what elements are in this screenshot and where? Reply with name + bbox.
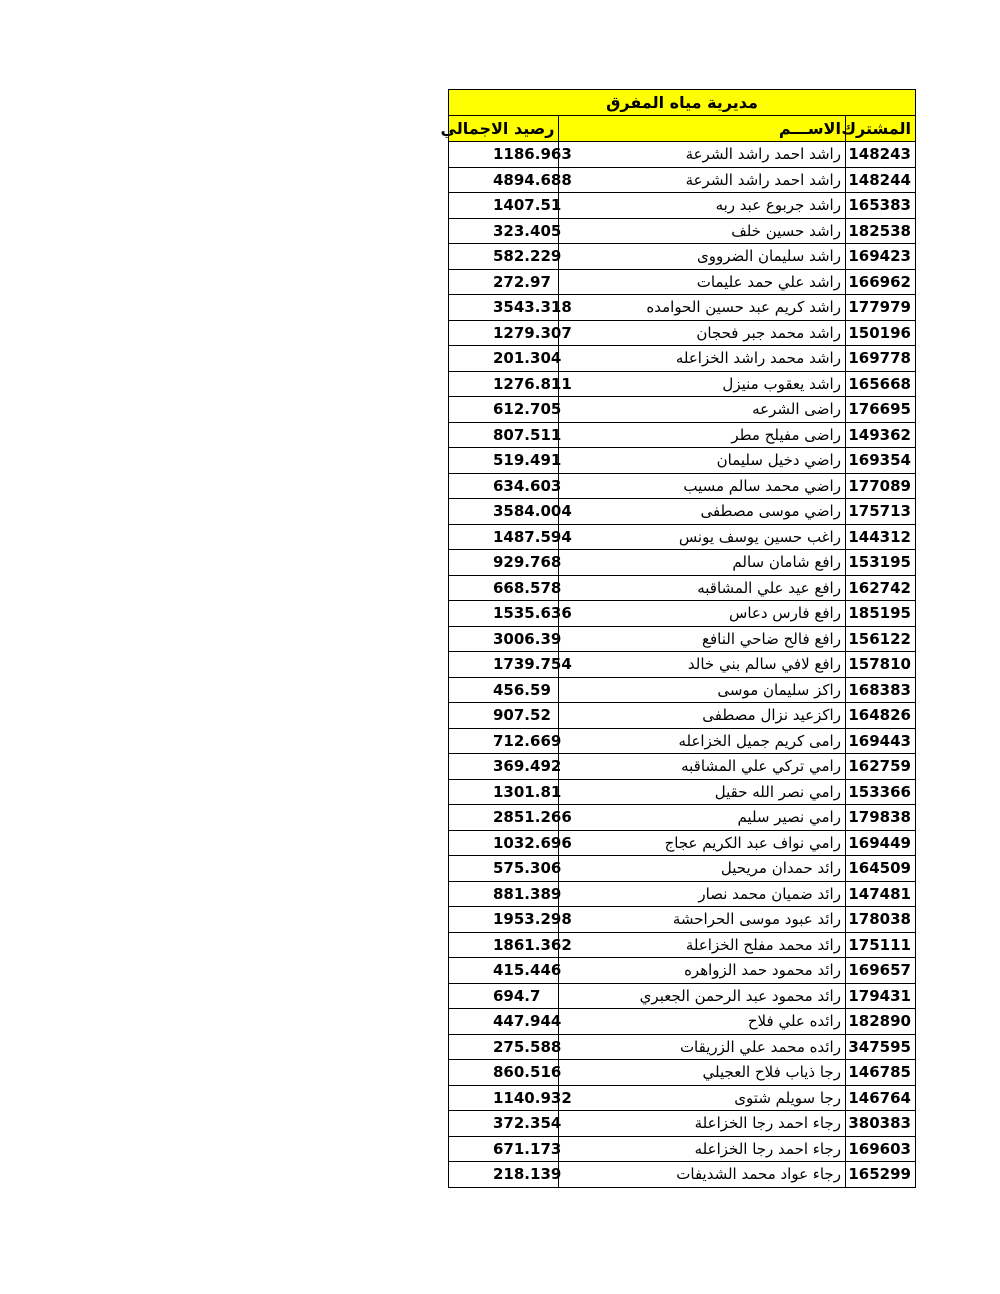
- balance-cell: 1279.307: [449, 320, 559, 346]
- balance-cell: 582.229: [449, 244, 559, 270]
- balance-cell: 415.446: [449, 958, 559, 984]
- table-row: [449, 830, 916, 856]
- subscriber-name-cell: رجا ذياب فلاح العجيلي: [559, 1060, 846, 1086]
- subscriber-id-cell: 177089: [845, 473, 915, 499]
- subscriber-name-cell: راشد محمد جبر فحجان: [559, 320, 846, 346]
- subscriber-id-cell: 169449: [845, 830, 915, 856]
- table-row: [449, 1009, 916, 1035]
- subscriber-name-cell: رامي نواف عبد الكريم عجاج: [559, 830, 846, 856]
- table-row: [449, 346, 916, 372]
- balance-cell: 1861.362: [449, 932, 559, 958]
- balance-cell: 881.389: [449, 881, 559, 907]
- table-row: [449, 728, 916, 754]
- header-row: [449, 116, 916, 142]
- table-row: [449, 448, 916, 474]
- subscriber-id-cell: 169443: [845, 728, 915, 754]
- subscriber-id-cell: 168383: [845, 677, 915, 703]
- subscriber-balance-table: [440, 89, 916, 1188]
- balance-cell: 671.173: [449, 1136, 559, 1162]
- table-row: [449, 703, 916, 729]
- subscriber-name-cell: رجا سويلم شتوى: [559, 1085, 846, 1111]
- subscriber-name-cell: رائد حمدان مريحيل: [559, 856, 846, 882]
- subscriber-name-cell: رامي نصر الله حقيل: [559, 779, 846, 805]
- subscriber-name-cell: رامي نصير سليم: [559, 805, 846, 831]
- table-row: [449, 499, 916, 525]
- subscriber-id-cell: 148244: [845, 167, 915, 193]
- subscriber-table-sheet: [440, 89, 916, 1188]
- subscriber-name-cell: راكزعيد نزال مصطفى: [559, 703, 846, 729]
- subscriber-name-cell: رامى كريم جميل الخزاعله: [559, 728, 846, 754]
- table-row: [449, 1034, 916, 1060]
- table-row: [449, 805, 916, 831]
- subscriber-id-cell: 380383: [845, 1111, 915, 1137]
- subscriber-name-cell: راشد حسين خلف: [559, 218, 846, 244]
- subscriber-name-cell: راكز سليمان موسى: [559, 677, 846, 703]
- table-row: [449, 1085, 916, 1111]
- table-row: [449, 422, 916, 448]
- subscriber-name-cell: راشد جربوع عبد ربه: [559, 193, 846, 219]
- balance-cell: 201.304: [449, 346, 559, 372]
- subscriber-id-cell: 182538: [845, 218, 915, 244]
- subscriber-name-cell: رافع فارس دعاس: [559, 601, 846, 627]
- subscriber-id-cell: 148243: [845, 142, 915, 168]
- balance-cell: 447.944: [449, 1009, 559, 1035]
- table-row: [449, 550, 916, 576]
- balance-cell: 3543.318: [449, 295, 559, 321]
- header-balance: رصيد الاجمالي: [449, 116, 559, 142]
- table-row: [449, 575, 916, 601]
- subscriber-name-cell: راشد احمد راشد الشرعة: [559, 142, 846, 168]
- balance-cell: 634.603: [449, 473, 559, 499]
- subscriber-name-cell: راشد كريم عبد حسين الحوامده: [559, 295, 846, 321]
- balance-cell: 712.669: [449, 728, 559, 754]
- subscriber-id-cell: 169354: [845, 448, 915, 474]
- subscriber-id-cell: 185195: [845, 601, 915, 627]
- subscriber-name-cell: راشد احمد راشد الشرعة: [559, 167, 846, 193]
- subscriber-id-cell: 162759: [845, 754, 915, 780]
- subscriber-id-cell: 153366: [845, 779, 915, 805]
- subscriber-id-cell: 175713: [845, 499, 915, 525]
- subscriber-id-cell: 179431: [845, 983, 915, 1009]
- table-row: [449, 652, 916, 678]
- subscriber-name-cell: رافع عيد علي المشاقبه: [559, 575, 846, 601]
- header-name: الاســـم: [559, 116, 846, 142]
- balance-cell: 272.97: [449, 269, 559, 295]
- subscriber-name-cell: راضي محمد سالم مسيب: [559, 473, 846, 499]
- table-row: [449, 167, 916, 193]
- subscriber-name-cell: راشد سليمان الضرووى: [559, 244, 846, 270]
- subscriber-name-cell: راشد علي حمد عليمات: [559, 269, 846, 295]
- subscriber-id-cell: 179838: [845, 805, 915, 831]
- subscriber-id-cell: 176695: [845, 397, 915, 423]
- subscriber-id-cell: 165299: [845, 1162, 915, 1188]
- balance-cell: 1487.594: [449, 524, 559, 550]
- table-row: [449, 524, 916, 550]
- balance-cell: 668.578: [449, 575, 559, 601]
- table-row: [449, 1111, 916, 1137]
- subscriber-name-cell: رامي تركي علي المشاقبه: [559, 754, 846, 780]
- subscriber-id-cell: 178038: [845, 907, 915, 933]
- subscriber-id-cell: 144312: [845, 524, 915, 550]
- subscriber-name-cell: رجاء احمد رجا الخزاعله: [559, 1136, 846, 1162]
- balance-cell: 612.705: [449, 397, 559, 423]
- balance-cell: 456.59: [449, 677, 559, 703]
- subscriber-id-cell: 347595: [845, 1034, 915, 1060]
- subscriber-name-cell: رائد محمود حمد الزواهره: [559, 958, 846, 984]
- table-row: [449, 397, 916, 423]
- table-row: [449, 473, 916, 499]
- table-row: [449, 1060, 916, 1086]
- subscriber-name-cell: راشد يعقوب منيزل: [559, 371, 846, 397]
- table-row: [449, 269, 916, 295]
- subscriber-name-cell: رجاء احمد رجا الخزاعلة: [559, 1111, 846, 1137]
- subscriber-name-cell: راشد محمد راشد الخزاعله: [559, 346, 846, 372]
- balance-cell: 372.354: [449, 1111, 559, 1137]
- subscriber-id-cell: 162742: [845, 575, 915, 601]
- subscriber-id-cell: 177979: [845, 295, 915, 321]
- subscriber-id-cell: 164509: [845, 856, 915, 882]
- balance-cell: 1276.811: [449, 371, 559, 397]
- table-row: [449, 754, 916, 780]
- subscriber-id-cell: 153195: [845, 550, 915, 576]
- balance-cell: 3006.39: [449, 626, 559, 652]
- subscriber-name-cell: راضى الشرعه: [559, 397, 846, 423]
- subscriber-id-cell: 149362: [845, 422, 915, 448]
- subscriber-id-cell: 165383: [845, 193, 915, 219]
- balance-cell: 1407.51: [449, 193, 559, 219]
- balance-cell: 929.768: [449, 550, 559, 576]
- balance-cell: 575.306: [449, 856, 559, 882]
- subscriber-id-cell: 164826: [845, 703, 915, 729]
- subscriber-name-cell: رافع لافي سالم بني خالد: [559, 652, 846, 678]
- balance-cell: 1301.81: [449, 779, 559, 805]
- balance-cell: 1032.696: [449, 830, 559, 856]
- table-row: [449, 218, 916, 244]
- title-row: [449, 90, 916, 116]
- table-row: [449, 881, 916, 907]
- subscriber-name-cell: رافع شامان سالم: [559, 550, 846, 576]
- table-title: مديرية مياه المفرق: [449, 90, 916, 116]
- table-row: [449, 193, 916, 219]
- table-row: [449, 779, 916, 805]
- balance-cell: 4894.688: [449, 167, 559, 193]
- table-row: [449, 142, 916, 168]
- subscriber-name-cell: رائد عبود موسى الحراحشة: [559, 907, 846, 933]
- table-row: [449, 244, 916, 270]
- subscriber-id-cell: 169778: [845, 346, 915, 372]
- balance-cell: 860.516: [449, 1060, 559, 1086]
- subscriber-id-cell: 169423: [845, 244, 915, 270]
- balance-cell: 1953.298: [449, 907, 559, 933]
- subscriber-name-cell: راضي دخيل سليمان: [559, 448, 846, 474]
- subscriber-id-cell: 156122: [845, 626, 915, 652]
- subscriber-name-cell: راضى مفيلح مطر: [559, 422, 846, 448]
- subscriber-id-cell: 175111: [845, 932, 915, 958]
- balance-cell: 275.588: [449, 1034, 559, 1060]
- subscriber-name-cell: رائد محمود عبد الرحمن الجعبري: [559, 983, 846, 1009]
- balance-cell: 369.492: [449, 754, 559, 780]
- balance-cell: 694.7: [449, 983, 559, 1009]
- table-row: [449, 677, 916, 703]
- subscriber-id-cell: 147481: [845, 881, 915, 907]
- subscriber-id-cell: 157810: [845, 652, 915, 678]
- subscriber-name-cell: رافع فالح ضاحي النافع: [559, 626, 846, 652]
- balance-cell: 3584.004: [449, 499, 559, 525]
- subscriber-id-cell: 146785: [845, 1060, 915, 1086]
- table-row: [449, 932, 916, 958]
- balance-cell: 1140.932: [449, 1085, 559, 1111]
- balance-cell: 218.139: [449, 1162, 559, 1188]
- header-subscriber: المشترك: [845, 116, 915, 142]
- balance-cell: 807.511: [449, 422, 559, 448]
- subscriber-id-cell: 150196: [845, 320, 915, 346]
- balance-cell: 2851.266: [449, 805, 559, 831]
- subscriber-id-cell: 166962: [845, 269, 915, 295]
- balance-cell: 519.491: [449, 448, 559, 474]
- subscriber-name-cell: راضي موسى مصطفى: [559, 499, 846, 525]
- balance-cell: 323.405: [449, 218, 559, 244]
- balance-cell: 907.52: [449, 703, 559, 729]
- table-row: [449, 983, 916, 1009]
- table-row: [449, 295, 916, 321]
- balance-cell: 1186.963: [449, 142, 559, 168]
- table-row: [449, 371, 916, 397]
- table-row: [449, 907, 916, 933]
- subscriber-name-cell: رجاء عواد محمد الشديفات: [559, 1162, 846, 1188]
- table-row: [449, 958, 916, 984]
- table-body: [449, 142, 916, 1188]
- balance-cell: 1739.754: [449, 652, 559, 678]
- table-row: [449, 626, 916, 652]
- table-row: [449, 1162, 916, 1188]
- subscriber-name-cell: رائده محمد علي الزريقات: [559, 1034, 846, 1060]
- table-row: [449, 320, 916, 346]
- table-row: [449, 1136, 916, 1162]
- table-row: [449, 856, 916, 882]
- subscriber-id-cell: 169603: [845, 1136, 915, 1162]
- subscriber-id-cell: 165668: [845, 371, 915, 397]
- subscriber-name-cell: رائد محمد مفلح الخزاعلة: [559, 932, 846, 958]
- table-row: [449, 601, 916, 627]
- subscriber-id-cell: 146764: [845, 1085, 915, 1111]
- subscriber-name-cell: رائد ضميان محمد نصار: [559, 881, 846, 907]
- subscriber-name-cell: راغب حسين يوسف يونس: [559, 524, 846, 550]
- balance-cell: 1535.636: [449, 601, 559, 627]
- subscriber-id-cell: 169657: [845, 958, 915, 984]
- subscriber-name-cell: رائده علي فلاح: [559, 1009, 846, 1035]
- subscriber-id-cell: 182890: [845, 1009, 915, 1035]
